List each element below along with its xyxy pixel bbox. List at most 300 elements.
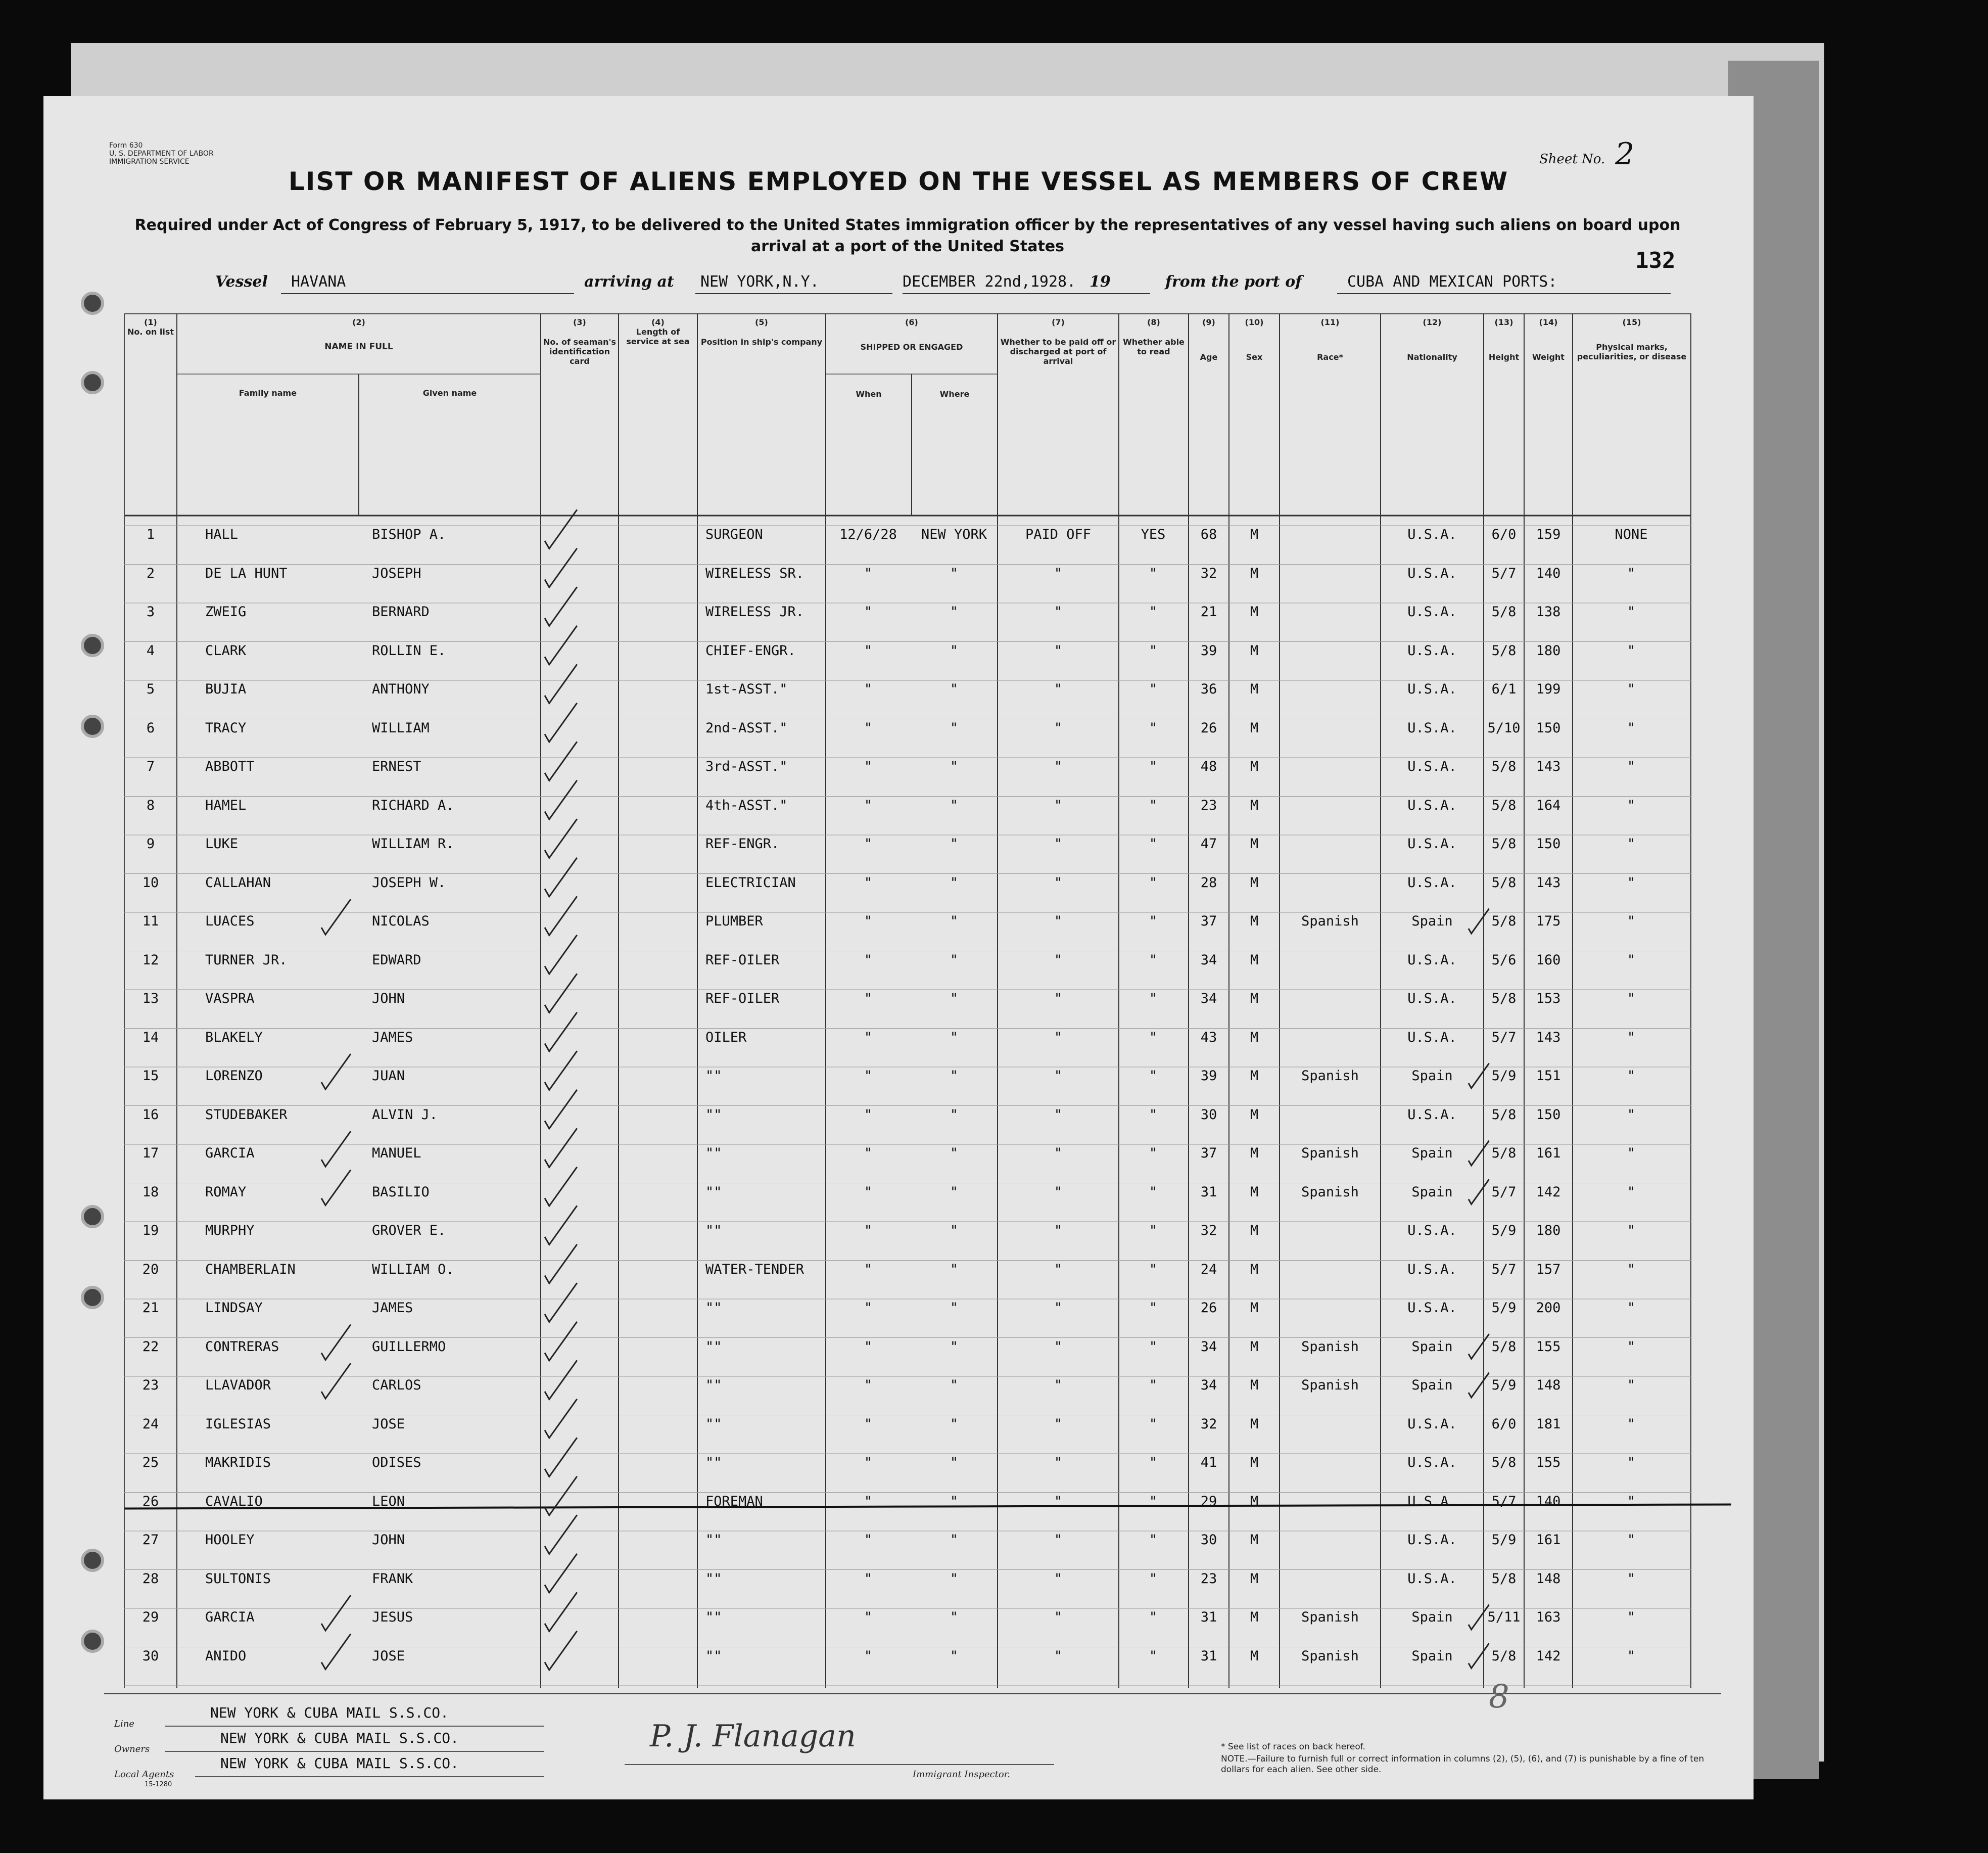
cell-family: ROMAY (205, 1184, 247, 1200)
cell-read: " (1149, 1377, 1158, 1393)
check-mark (321, 1054, 351, 1089)
cell-read: " (1149, 604, 1158, 620)
cell-family: ANIDO (205, 1648, 247, 1664)
cell-age: 28 (1200, 874, 1217, 891)
cell-given: ODISES (372, 1455, 421, 1470)
cell-nat: U.S.A. (1407, 1029, 1457, 1045)
cell-paid: " (1054, 1106, 1063, 1123)
cell-where: " (950, 1648, 959, 1664)
cell-age: 41 (1200, 1455, 1217, 1470)
cell-race: Spanish (1301, 1609, 1359, 1625)
header-c8: (8) Whether able to read (1123, 317, 1185, 356)
check-mark (545, 742, 577, 780)
cell-given: JOSEPH W. (372, 874, 446, 891)
cell-paid: " (1054, 1455, 1063, 1470)
cell-sex: M (1250, 1377, 1259, 1393)
cell-weight: 148 (1536, 1377, 1561, 1393)
cell-no: 30 (142, 1648, 159, 1664)
cell-height: 5/7 (1491, 1261, 1517, 1277)
binder-hole (81, 715, 104, 738)
arriving-label: arriving at (584, 273, 674, 291)
cell-position: 2nd-ASST." (705, 720, 788, 736)
cell-height: 5/8 (1491, 1106, 1517, 1123)
binder-hole (81, 371, 104, 394)
cell-nat: U.S.A. (1407, 1570, 1457, 1587)
check-mark (545, 1128, 577, 1167)
cell-no: 21 (142, 1300, 159, 1316)
header-c2a: Family name (239, 388, 297, 398)
cell-read: " (1149, 1532, 1158, 1548)
cell-when: " (864, 913, 873, 929)
cell-marks: " (1627, 1416, 1636, 1432)
cell-age: 32 (1200, 1223, 1217, 1238)
cell-family: GARCIA (205, 1145, 255, 1161)
check-mark (545, 819, 577, 858)
cell-position: "" (705, 1648, 722, 1664)
cell-marks: " (1627, 1648, 1636, 1664)
cell-no: 20 (142, 1261, 159, 1277)
cell-weight: 143 (1536, 874, 1561, 891)
cell-read: " (1149, 1609, 1158, 1625)
cell-position: "" (705, 1300, 722, 1316)
cell-paid: " (1054, 991, 1063, 1006)
from-port: CUBA AND MEXICAN PORTS: (1347, 273, 1557, 291)
cell-paid: " (1054, 1338, 1063, 1355)
cell-read: " (1149, 1145, 1158, 1161)
check-mark (545, 1167, 577, 1206)
cell-when: " (864, 1455, 873, 1470)
cell-nat: U.S.A. (1407, 565, 1457, 581)
binder-hole (81, 1205, 104, 1228)
check-mark (545, 626, 577, 665)
cell-given: WILLIAM O. (372, 1261, 454, 1277)
cell-weight: 181 (1536, 1416, 1561, 1432)
cell-age: 26 (1200, 1300, 1217, 1316)
cell-read: " (1149, 1184, 1158, 1200)
check-mark (545, 1322, 577, 1361)
binder-hole (81, 1286, 104, 1309)
cell-nat: U.S.A. (1407, 874, 1457, 891)
cell-when: " (864, 1184, 873, 1200)
cell-height: 5/7 (1491, 1493, 1517, 1509)
cell-nat: U.S.A. (1407, 1261, 1457, 1277)
cell-when: " (864, 1106, 873, 1123)
from-label: from the port of (1165, 273, 1302, 291)
cell-age: 34 (1200, 1338, 1217, 1355)
cell-paid: " (1054, 913, 1063, 929)
cell-where: " (950, 874, 959, 891)
cell-where: " (950, 1261, 959, 1277)
cell-weight: 155 (1536, 1455, 1561, 1470)
cell-race: Spanish (1301, 1184, 1359, 1200)
cell-age: 68 (1200, 527, 1217, 542)
cell-nat: U.S.A. (1407, 527, 1457, 542)
cell-given: JESUS (372, 1609, 413, 1625)
cell-marks: " (1627, 1261, 1636, 1277)
cell-nat: U.S.A. (1407, 836, 1457, 852)
cell-where: " (950, 1068, 959, 1084)
cell-age: 23 (1200, 1570, 1217, 1587)
cell-where: " (950, 991, 959, 1006)
cell-marks: " (1627, 836, 1636, 852)
cell-when: " (864, 836, 873, 852)
cell-where: " (950, 1532, 959, 1548)
cell-height: 5/8 (1491, 1338, 1517, 1355)
cell-sex: M (1250, 913, 1259, 929)
cell-position: "" (705, 1223, 722, 1238)
cell-weight: 180 (1536, 1223, 1561, 1238)
cell-where: " (950, 720, 959, 736)
cell-position: "" (705, 1416, 722, 1432)
cell-family: BLAKELY (205, 1029, 263, 1045)
check-mark (545, 1592, 577, 1631)
cell-no: 22 (142, 1338, 159, 1355)
cell-height: 5/9 (1491, 1532, 1517, 1548)
check-mark (321, 1131, 351, 1167)
cell-read: " (1149, 874, 1158, 891)
cell-position: "" (705, 1184, 722, 1200)
cell-family: TURNER JR. (205, 952, 288, 968)
cell-given: EDWARD (372, 952, 421, 968)
cell-family: BUJIA (205, 681, 247, 697)
check-mark (321, 1170, 351, 1206)
cell-age: 34 (1200, 991, 1217, 1006)
check-mark (545, 1515, 577, 1554)
cell-sex: M (1250, 1609, 1259, 1625)
cell-nat: U.S.A. (1407, 604, 1457, 620)
cell-height: 5/8 (1491, 991, 1517, 1006)
cell-position: CHIEF-ENGR. (705, 642, 796, 659)
document-title: LIST OR MANIFEST OF ALIENS EMPLOYED ON THE VESSEL AS MEMBERS OF CREW (288, 167, 1509, 196)
cell-given: WILLIAM R. (372, 836, 454, 852)
cell-marks: " (1627, 913, 1636, 929)
cell-when: 12/6/28 (839, 527, 897, 542)
cell-marks: " (1627, 1106, 1636, 1123)
cell-given: JUAN (372, 1068, 405, 1084)
document-subtitle: Required under Act of Congress of February 5, 1917, to be delivered to the United States immigration officer by the representatives of any vessel having such aliens on board upon arrival at a port of the United States (134, 216, 1681, 255)
header-c4: (4) Length of service at sea (626, 317, 690, 346)
cell-height: 5/8 (1491, 797, 1517, 813)
cell-no: 6 (146, 720, 155, 736)
check-mark (545, 858, 577, 897)
cell-no: 15 (142, 1068, 159, 1084)
cell-position: PLUMBER (705, 913, 763, 929)
check-mark (545, 1438, 577, 1476)
manifest-footer (43, 1678, 1754, 1794)
cell-marks: " (1627, 1068, 1636, 1084)
cell-paid: " (1054, 1029, 1063, 1045)
cell-where: " (950, 913, 959, 929)
cell-given: LEON (372, 1493, 405, 1509)
check-mark (321, 899, 351, 935)
binder-hole (81, 1549, 104, 1572)
cell-family: HOOLEY (205, 1532, 255, 1548)
cell-nat: Spain (1411, 913, 1453, 929)
cell-sex: M (1250, 797, 1259, 813)
cell-position: "" (705, 1455, 722, 1470)
cell-position: "" (705, 1570, 722, 1587)
check-mark (545, 703, 577, 742)
cell-when: " (864, 1223, 873, 1238)
cell-where: " (950, 1184, 959, 1200)
cell-marks: " (1627, 1145, 1636, 1161)
cell-marks: NONE (1615, 527, 1648, 542)
cell-sex: M (1250, 1532, 1259, 1548)
form-service: IMMIGRATION SERVICE (109, 158, 190, 166)
check-mark (321, 1363, 351, 1399)
check-mark (545, 1399, 577, 1438)
cell-given: ERNEST (372, 759, 421, 774)
header-c11: (11) Race* (1317, 317, 1343, 362)
cell-position: REF-ENGR. (705, 836, 780, 852)
cell-marks: " (1627, 759, 1636, 774)
cell-where: " (950, 1570, 959, 1587)
cell-sex: M (1250, 952, 1259, 968)
agents-label: Local Agents (114, 1769, 174, 1780)
header-c5: (5) Position in ship's company (700, 317, 823, 347)
cell-paid: " (1054, 1223, 1063, 1238)
penalty-note: NOTE.—Failure to furnish full or correct information in columns (2), (5), (6), and (7) is punishable by a fine of ten dollars for each alien. See other side. (1221, 1754, 1705, 1775)
cell-family: ZWEIG (205, 604, 247, 620)
header-c6a: When (856, 389, 882, 399)
cell-sex: M (1250, 1106, 1259, 1123)
cell-marks: " (1627, 991, 1636, 1006)
cell-nat: Spain (1411, 1145, 1453, 1161)
cell-read: " (1149, 797, 1158, 813)
cell-where: " (950, 681, 959, 697)
cell-age: 30 (1200, 1532, 1217, 1548)
cell-weight: 157 (1536, 1261, 1561, 1277)
cell-no: 5 (146, 681, 155, 697)
check-mark (545, 1554, 577, 1593)
cell-weight: 140 (1536, 565, 1561, 581)
cell-height: 5/8 (1491, 604, 1517, 620)
cell-sex: M (1250, 1455, 1259, 1470)
print-code: 15-1280 (145, 1781, 172, 1788)
cell-nat: U.S.A. (1407, 681, 1457, 697)
cell-read: " (1149, 1300, 1158, 1316)
cell-paid: " (1054, 874, 1063, 891)
cell-family: STUDEBAKER (205, 1106, 288, 1123)
cell-no: 29 (142, 1609, 159, 1625)
cell-where: " (950, 1493, 959, 1509)
cell-weight: 164 (1536, 797, 1561, 813)
header-c13: (13) Height (1488, 317, 1520, 362)
cell-where: " (950, 797, 959, 813)
cell-given: NICOLAS (372, 913, 430, 929)
cell-nat: U.S.A. (1407, 1493, 1457, 1509)
cell-paid: " (1054, 1609, 1063, 1625)
inspector-label: Immigrant Inspector. (913, 1769, 1011, 1780)
cell-nat: U.S.A. (1407, 991, 1457, 1006)
header-c12: (12) Nationality (1407, 317, 1457, 362)
cell-where: " (950, 759, 959, 774)
cell-when: " (864, 1068, 873, 1084)
cell-read: " (1149, 1648, 1158, 1664)
cell-when: " (864, 991, 873, 1006)
cell-read: " (1149, 991, 1158, 1006)
cell-paid: " (1054, 1300, 1063, 1316)
cell-no: 10 (142, 874, 159, 891)
cell-height: 5/11 (1487, 1609, 1521, 1625)
cell-position: ELECTRICIAN (705, 874, 796, 891)
cell-weight: 180 (1536, 642, 1561, 659)
cell-height: 5/9 (1491, 1377, 1517, 1393)
cell-when: " (864, 1493, 873, 1509)
cell-position: 1st-ASST." (705, 681, 788, 697)
cell-where: " (950, 1145, 959, 1161)
cell-family: CHAMBERLAIN (205, 1261, 296, 1277)
cell-age: 29 (1200, 1493, 1217, 1509)
cell-when: " (864, 1029, 873, 1045)
cell-when: " (864, 720, 873, 736)
cell-age: 31 (1200, 1184, 1217, 1200)
cell-paid: " (1054, 759, 1063, 774)
cell-height: 5/9 (1491, 1068, 1517, 1084)
cell-height: 5/10 (1487, 720, 1521, 736)
cell-when: " (864, 1570, 873, 1587)
cell-height: 5/9 (1491, 1300, 1517, 1316)
cell-nat: U.S.A. (1407, 797, 1457, 813)
header-c2b: Given name (422, 388, 477, 398)
cell-when: " (864, 874, 873, 891)
cell-marks: " (1627, 565, 1636, 581)
cell-when: " (864, 1377, 873, 1393)
cell-read: " (1149, 1493, 1158, 1509)
header-c9: (9) Age (1200, 317, 1218, 362)
cell-paid: " (1054, 1648, 1063, 1664)
cell-read: " (1149, 1223, 1158, 1238)
cell-age: 34 (1200, 1377, 1217, 1393)
cell-age: 24 (1200, 1261, 1217, 1277)
cell-position: "" (705, 1068, 722, 1084)
cell-weight: 151 (1536, 1068, 1561, 1084)
cell-nat: Spain (1411, 1338, 1453, 1355)
cell-sex: M (1250, 1068, 1259, 1084)
check-mark (545, 1476, 577, 1515)
cell-when: " (864, 681, 873, 697)
cell-family: IGLESIAS (205, 1416, 271, 1432)
cell-read: " (1149, 1029, 1158, 1045)
cell-height: 5/8 (1491, 642, 1517, 659)
cell-family: CAVALIO (205, 1493, 263, 1509)
cell-race: Spanish (1301, 913, 1359, 929)
cell-nat: U.S.A. (1407, 1106, 1457, 1123)
cell-given: BERNARD (372, 604, 430, 620)
cell-weight: 150 (1536, 836, 1561, 852)
cell-age: 21 (1200, 604, 1217, 620)
cell-position: OILER (705, 1029, 747, 1045)
cell-height: 5/8 (1491, 1570, 1517, 1587)
cell-family: ABBOTT (205, 759, 255, 774)
header-c6b: Where (939, 389, 970, 399)
cell-read: " (1149, 565, 1158, 581)
cell-marks: " (1627, 1300, 1636, 1316)
cell-position: "" (705, 1338, 722, 1355)
check-mark (545, 1012, 577, 1051)
cell-where: " (950, 952, 959, 968)
cell-given: ALVIN J. (372, 1106, 438, 1123)
cell-sex: M (1250, 836, 1259, 852)
cell-given: JAMES (372, 1300, 413, 1316)
cell-marks: " (1627, 1184, 1636, 1200)
cell-race: Spanish (1301, 1338, 1359, 1355)
line-label: Line (114, 1719, 134, 1729)
cell-no: 1 (146, 527, 155, 542)
cell-no: 16 (142, 1106, 159, 1123)
cell-when: " (864, 1416, 873, 1432)
cell-given: JOSEPH (372, 565, 421, 581)
cell-given: ANTHONY (372, 681, 430, 697)
check-mark (321, 1595, 351, 1631)
cell-age: 34 (1200, 952, 1217, 968)
cell-height: 5/8 (1491, 1648, 1517, 1664)
cell-paid: " (1054, 1532, 1063, 1548)
cell-position: 3rd-ASST." (705, 759, 788, 774)
cell-sex: M (1250, 1184, 1259, 1200)
cell-sex: M (1250, 720, 1259, 736)
cell-given: GUILLERMO (372, 1338, 446, 1355)
cell-weight: 138 (1536, 604, 1561, 620)
cell-read: " (1149, 836, 1158, 852)
form-number: Form 630 (109, 142, 143, 150)
cell-sex: M (1250, 1493, 1259, 1509)
cell-marks: " (1627, 642, 1636, 659)
cell-family: LINDSAY (205, 1300, 263, 1316)
form-header-block (109, 142, 214, 166)
cell-position: WIRELESS SR. (705, 565, 804, 581)
cell-marks: " (1627, 1029, 1636, 1045)
cell-age: 26 (1200, 720, 1217, 736)
cell-when: " (864, 1261, 873, 1277)
cell-height: 6/1 (1491, 681, 1517, 697)
binder-hole (81, 1630, 104, 1653)
header-c1: (1) No. on list (127, 317, 174, 337)
cell-given: JOSE (372, 1648, 405, 1664)
cell-nat: U.S.A. (1407, 1416, 1457, 1432)
cell-marks: " (1627, 720, 1636, 736)
cell-paid: " (1054, 604, 1063, 620)
cell-weight: 150 (1536, 720, 1561, 736)
form-department: U. S. DEPARTMENT OF LABOR (109, 150, 214, 158)
cell-weight: 199 (1536, 681, 1561, 697)
cell-sex: M (1250, 1570, 1259, 1587)
cell-when: " (864, 1648, 873, 1664)
cell-weight: 161 (1536, 1145, 1561, 1161)
cell-sex: M (1250, 1338, 1259, 1355)
cell-no: 9 (146, 836, 155, 852)
cell-paid: " (1054, 1493, 1063, 1509)
cell-sex: M (1250, 1145, 1259, 1161)
cell-position: WATER-TENDER (705, 1261, 804, 1277)
cell-paid: " (1054, 797, 1063, 813)
cell-sex: M (1250, 1029, 1259, 1045)
cell-family: VASPRA (205, 991, 255, 1006)
cell-age: 23 (1200, 797, 1217, 813)
cell-sex: M (1250, 527, 1259, 542)
cell-weight: 140 (1536, 1493, 1561, 1509)
cell-nat: U.S.A. (1407, 1455, 1457, 1470)
year-label: 19 (1090, 273, 1111, 291)
crew-table (124, 313, 1731, 1688)
cell-height: 5/8 (1491, 1145, 1517, 1161)
cell-weight: 142 (1536, 1648, 1561, 1664)
cell-read: " (1149, 642, 1158, 659)
cell-family: HALL (205, 527, 239, 542)
cell-height: 5/8 (1491, 913, 1517, 929)
vessel-label: Vessel (215, 273, 268, 291)
cell-sex: M (1250, 874, 1259, 891)
